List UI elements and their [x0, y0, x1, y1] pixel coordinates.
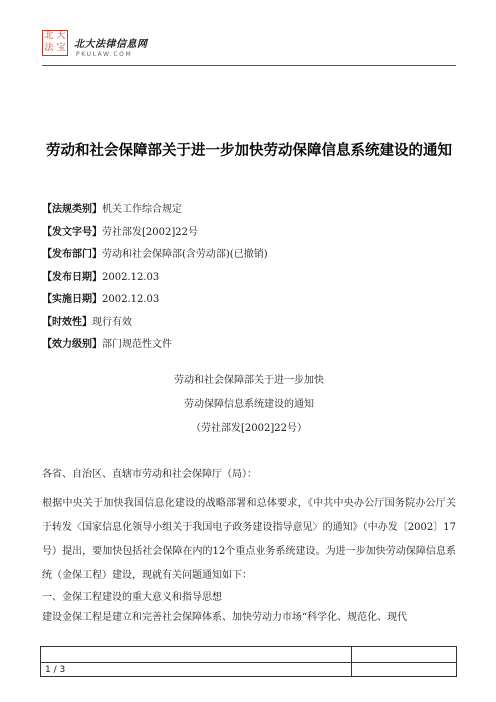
meta-label: 【效力级别】 — [42, 339, 102, 350]
meta-row-publish-date — [42, 271, 456, 294]
section-heading: 一、金保工程建设的重大意义和指导思想 — [42, 592, 222, 603]
body-paragraph: 建设金保工程是建立和完善社会保障体系、加快劳动力市场“科学化、规范化、现代 — [42, 612, 408, 623]
meta-label: 【发布部门】 — [42, 249, 102, 260]
heading-line: 劳动和社会保障部关于进一步加快 — [174, 375, 324, 386]
meta-value: 部门规范性文件 — [102, 339, 172, 350]
meta-value: 2002.12.03 — [102, 294, 160, 305]
meta-row-issuer — [42, 248, 456, 271]
document-heading — [42, 374, 456, 446]
body-paragraph: 根据中央关于加快我国信息化建设的战略部署和总体要求，《中共中央办公厅国务院办公厅关于转发〈国家信息化领导小组关于我国电子政务建设指导意见〉的通知》（中办发〔2002〕17号）提出，要加快包括社会保障在内的12个重点业务系统建设。为进一步加快劳动保障信息系统（金保工程）建设，现就有关问题通知如下： — [42, 498, 456, 581]
meta-row-category — [42, 203, 456, 226]
meta-value: 现行有效 — [92, 316, 132, 328]
meta-value: 劳动和社会保障部(含劳动部)(已撤销) — [102, 249, 268, 260]
footer-rule — [41, 662, 456, 663]
page-footer — [40, 646, 457, 677]
pkulaw-logo — [42, 30, 148, 64]
meta-label: 【法规类别】 — [42, 204, 102, 215]
meta-value: 劳社部发[2002]22号 — [102, 226, 198, 238]
meta-label: 【发文字号】 — [42, 226, 102, 238]
meta-value: 2002.12.03 — [102, 271, 160, 283]
brand-url: PKULAW.COM — [76, 51, 133, 58]
meta-row-effective-date — [42, 293, 456, 316]
meta-row-validity — [42, 316, 456, 339]
page-number: 1 / 3 — [45, 665, 66, 675]
footer-column-divider — [351, 647, 352, 676]
document-title: 劳动和社会保障部关于进一步加快劳动保障信息系统建设的通知 — [46, 143, 452, 159]
meta-row-level — [42, 338, 456, 361]
meta-label: 【时效性】 — [42, 316, 92, 328]
seal-icon: 北 大 法 宝 — [42, 30, 68, 56]
meta-row-doc-number — [42, 226, 456, 249]
heading-doc-number: （劳社部发[2002]22号） — [191, 423, 307, 434]
header-divider — [42, 65, 456, 66]
metadata-list — [42, 203, 456, 361]
document-body — [42, 468, 456, 625]
meta-value: 机关工作综合规定 — [102, 204, 182, 215]
meta-label: 【实施日期】 — [42, 294, 102, 305]
brand-name: 北大法律信息网 — [74, 39, 148, 50]
addressee: 各省、自治区、直辖市劳动和社会保障厅（局）： — [42, 469, 257, 480]
heading-line: 劳动保障信息系统建设的通知 — [184, 399, 314, 410]
meta-label: 【发布日期】 — [42, 271, 102, 283]
